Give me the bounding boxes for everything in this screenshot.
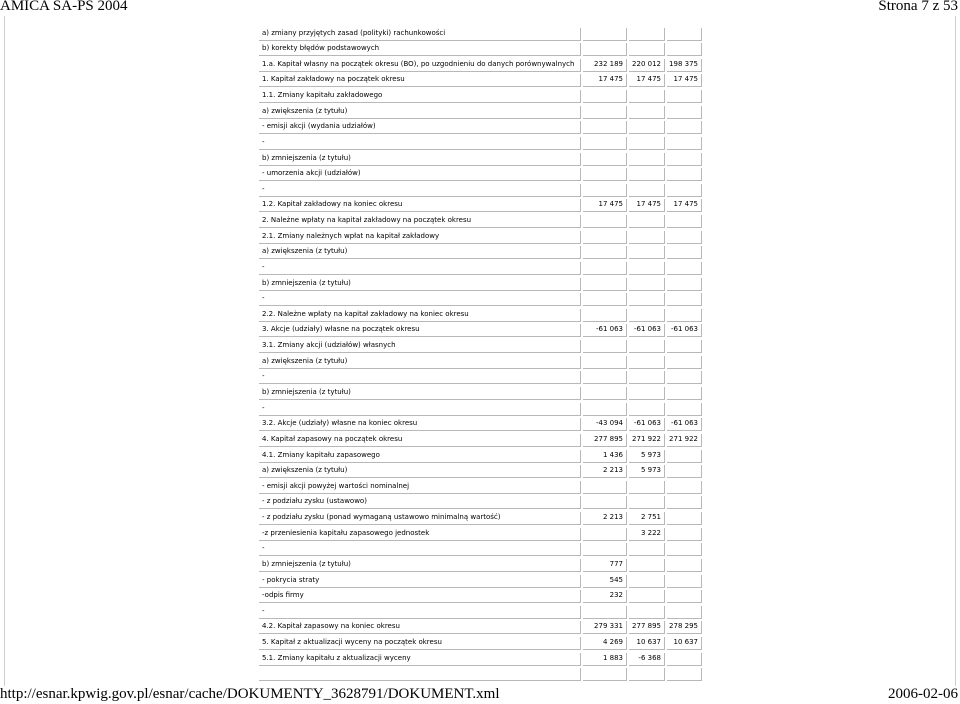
row-label: 3.1. Zmiany akcji (udziałów) własnych [262, 341, 396, 350]
table-row [259, 371, 702, 387]
row-label-cell [259, 653, 581, 666]
value-col-2-cell [629, 121, 665, 134]
table-row [259, 106, 702, 122]
row-label: 3. Akcje (udziały) własne na początek okresu [262, 325, 420, 334]
value-col-1: 2 213 [602, 466, 623, 475]
row-label-cell [259, 496, 581, 509]
value-col-2: 17 475 [636, 200, 661, 209]
value-col-1-cell [583, 199, 627, 212]
value-col-1: 232 [609, 591, 623, 600]
value-col-2-cell [629, 575, 665, 588]
table-row [259, 653, 702, 669]
row-label-cell [259, 184, 581, 197]
table-row [259, 606, 702, 622]
value-col-1-cell [583, 403, 627, 416]
value-col-1-cell [583, 309, 627, 322]
value-col-2-cell [629, 90, 665, 103]
row-label: - [262, 403, 265, 412]
page-number: Strona 7 z 53 [878, 0, 958, 14]
value-col-1-cell [583, 340, 627, 353]
value-col-1-cell [583, 668, 627, 681]
row-label-cell [259, 137, 581, 150]
value-col-1-cell [583, 184, 627, 197]
value-col-3-cell [667, 371, 702, 384]
value-col-1-cell [583, 621, 627, 634]
row-label-cell [259, 231, 581, 244]
value-col-2-cell [629, 340, 665, 353]
table-row [259, 278, 702, 294]
table-row [259, 418, 702, 434]
row-label-cell [259, 637, 581, 650]
row-label: -odpis firmy [262, 591, 304, 600]
value-col-1: 1 436 [602, 450, 623, 459]
page-header-title: AMICA SA-PS 2004 [0, 0, 128, 14]
value-col-1-cell [583, 278, 627, 291]
value-col-1: 2 213 [602, 513, 623, 522]
row-label-cell [259, 403, 581, 416]
value-col-3-cell [667, 481, 702, 494]
row-label: 1. Kapitał zakładowy na początek okresu [262, 75, 405, 84]
footer-url: http://esnar.kpwig.gov.pl/esnar/cache/DOKUMENTY_3628791/DOKUMENT.xml [0, 686, 500, 702]
value-col-2-cell [629, 465, 665, 478]
row-label-cell [259, 481, 581, 494]
value-col-2-cell [629, 309, 665, 322]
value-col-2: 5 973 [640, 466, 661, 475]
value-col-3-cell [667, 465, 702, 478]
table-row [259, 324, 702, 340]
value-col-3-cell [667, 199, 702, 212]
row-label-cell [259, 528, 581, 541]
value-col-3-cell [667, 543, 702, 556]
row-label: a) zwiększenia (z tytułu) [262, 247, 348, 256]
value-col-2-cell [629, 512, 665, 525]
value-col-3-cell [667, 434, 702, 447]
value-col-1-cell [583, 137, 627, 150]
value-col-3-cell [667, 168, 702, 181]
table-row [259, 528, 702, 544]
table-row [259, 387, 702, 403]
table-row [259, 590, 702, 606]
value-col-1-cell [583, 231, 627, 244]
value-col-3-cell [667, 59, 702, 72]
footer-date: 2006-02-06 [888, 686, 958, 702]
value-col-2-cell [629, 356, 665, 369]
value-col-3-cell [667, 637, 702, 650]
value-col-2: 10 637 [636, 638, 661, 647]
row-label: - z podziału zysku (ponad wymaganą ustawowo minimalną wartość) [262, 513, 501, 522]
value-col-2-cell [629, 371, 665, 384]
value-col-1: 279 331 [594, 622, 623, 631]
table-row [259, 90, 702, 106]
value-col-2: 220 012 [632, 59, 661, 68]
value-col-1-cell [583, 465, 627, 478]
value-col-3-cell [667, 246, 702, 259]
value-col-2-cell [629, 668, 665, 681]
value-col-3: 278 295 [669, 622, 698, 631]
value-col-1-cell [583, 387, 627, 400]
row-label: b) zmniejszenia (z tytułu) [262, 153, 351, 162]
row-label-cell [259, 293, 581, 306]
value-col-3: 17 475 [673, 75, 698, 84]
value-col-1-cell [583, 496, 627, 509]
row-label: - emisji akcji powyżej wartości nominalnej [262, 481, 410, 490]
value-col-3: -61 063 [670, 325, 698, 334]
row-label-cell [259, 418, 581, 431]
row-label-cell [259, 90, 581, 103]
table-row [259, 184, 702, 200]
table-row [259, 403, 702, 419]
table-row [259, 450, 702, 466]
value-col-3-cell [667, 403, 702, 416]
row-label: a) zwiększenia (z tytułu) [262, 466, 348, 475]
table-row [259, 121, 702, 137]
value-col-1-cell [583, 637, 627, 650]
table-row [259, 262, 702, 278]
row-label: 5.1. Zmiany kapitału z aktualizacji wyceny [262, 653, 411, 662]
value-col-3-cell [667, 418, 702, 431]
table-row [259, 74, 702, 90]
value-col-3-cell [667, 324, 702, 337]
row-label: a) zwiększenia (z tytułu) [262, 106, 348, 115]
value-col-3-cell [667, 43, 702, 56]
value-col-3-cell [667, 121, 702, 134]
value-col-1-cell [583, 481, 627, 494]
value-col-2-cell [629, 418, 665, 431]
row-label-cell [259, 106, 581, 119]
row-label-cell [259, 434, 581, 447]
table-row [259, 246, 702, 262]
value-col-1-cell [583, 528, 627, 541]
row-label: 1.2. Kapitał zakładowy na koniec okresu [262, 200, 403, 209]
value-col-2-cell [629, 28, 665, 41]
value-col-3-cell [667, 309, 702, 322]
row-label: - z podziału zysku (ustawowo) [262, 497, 367, 506]
value-col-3: 271 922 [669, 434, 698, 443]
table-row [259, 215, 702, 231]
row-label: 4.1. Zmiany kapitału zapasowego [262, 450, 380, 459]
table-row [259, 199, 702, 215]
row-label-cell [259, 309, 581, 322]
value-col-1-cell [583, 153, 627, 166]
value-col-3-cell [667, 184, 702, 197]
value-col-2-cell [629, 606, 665, 619]
row-label: b) korekty błędów podstawowych [262, 44, 380, 53]
value-col-2-cell [629, 543, 665, 556]
value-col-3-cell [667, 496, 702, 509]
value-col-3-cell [667, 137, 702, 150]
value-col-1-cell [583, 324, 627, 337]
table-row [259, 28, 702, 44]
row-label-cell [259, 621, 581, 634]
value-col-1-cell [583, 559, 627, 572]
value-col-3-cell [667, 293, 702, 306]
value-col-1: 17 475 [598, 200, 623, 209]
row-label: - [262, 544, 265, 553]
table-row [259, 668, 702, 684]
value-col-2: 271 922 [632, 434, 661, 443]
value-col-2-cell [629, 106, 665, 119]
value-col-1-cell [583, 262, 627, 275]
row-label-cell [259, 450, 581, 463]
value-col-1: 545 [609, 575, 623, 584]
value-col-2-cell [629, 621, 665, 634]
value-col-1: 4 269 [602, 638, 623, 647]
row-label-cell [259, 28, 581, 41]
value-col-3-cell [667, 575, 702, 588]
value-col-2-cell [629, 168, 665, 181]
value-col-2-cell [629, 496, 665, 509]
value-col-2-cell [629, 559, 665, 572]
value-col-3-cell [667, 668, 702, 681]
row-label-cell [259, 356, 581, 369]
value-col-1: -61 063 [595, 325, 623, 334]
value-col-3: 198 375 [669, 59, 698, 68]
value-col-3-cell [667, 231, 702, 244]
table-row [259, 293, 702, 309]
value-col-1-cell [583, 215, 627, 228]
row-label: - [262, 294, 265, 303]
value-col-3-cell [667, 590, 702, 603]
value-col-2-cell [629, 262, 665, 275]
value-col-3-cell [667, 653, 702, 666]
value-col-1-cell [583, 28, 627, 41]
value-col-1-cell [583, 121, 627, 134]
value-col-2-cell [629, 434, 665, 447]
value-col-3-cell [667, 606, 702, 619]
value-col-1-cell [583, 590, 627, 603]
value-col-1-cell [583, 434, 627, 447]
value-col-1: 277 895 [594, 434, 623, 443]
row-label-cell [259, 465, 581, 478]
value-col-2-cell [629, 43, 665, 56]
value-col-2-cell [629, 387, 665, 400]
value-col-2-cell [629, 450, 665, 463]
value-col-2-cell [629, 528, 665, 541]
value-col-1-cell [583, 512, 627, 525]
value-col-1-cell [583, 356, 627, 369]
row-label: b) zmniejszenia (z tytułu) [262, 387, 351, 396]
value-col-3-cell [667, 356, 702, 369]
value-col-2-cell [629, 653, 665, 666]
value-col-3-cell [667, 450, 702, 463]
value-col-1-cell [583, 293, 627, 306]
row-label-cell [259, 121, 581, 134]
value-col-2-cell [629, 324, 665, 337]
value-col-1-cell [583, 74, 627, 87]
value-col-1: 1 883 [602, 653, 623, 662]
value-col-3-cell [667, 512, 702, 525]
value-col-3: 17 475 [673, 200, 698, 209]
row-label-cell [259, 215, 581, 228]
value-col-2-cell [629, 153, 665, 166]
value-col-2-cell [629, 231, 665, 244]
value-col-1-cell [583, 43, 627, 56]
value-col-2: -6 368 [638, 653, 661, 662]
table-row [259, 637, 702, 653]
value-col-3-cell [667, 387, 702, 400]
value-col-1-cell [583, 418, 627, 431]
table-row [259, 340, 702, 356]
value-col-1: 17 475 [598, 75, 623, 84]
value-col-3: 10 637 [673, 638, 698, 647]
row-label-cell [259, 559, 581, 572]
value-col-3-cell [667, 74, 702, 87]
value-col-2-cell [629, 59, 665, 72]
row-label: a) zmiany przyjętych zasad (polityki) rachunkowości [262, 28, 446, 37]
value-col-2-cell [629, 137, 665, 150]
row-label-cell [259, 153, 581, 166]
value-col-3-cell [667, 106, 702, 119]
value-col-3-cell [667, 215, 702, 228]
row-label: - umorzenia akcji (udziałów) [262, 169, 361, 178]
value-col-2: -61 063 [633, 325, 661, 334]
table-row [259, 481, 702, 497]
table-row [259, 153, 702, 169]
row-label-cell [259, 575, 581, 588]
value-col-1-cell [583, 450, 627, 463]
row-label-cell [259, 543, 581, 556]
table-row [259, 137, 702, 153]
value-col-1: 232 189 [594, 59, 623, 68]
value-col-3-cell [667, 559, 702, 572]
row-label: - pokrycia straty [262, 575, 320, 584]
value-col-3-cell [667, 340, 702, 353]
value-col-1-cell [583, 246, 627, 259]
row-label: 4.2. Kapitał zapasowy na koniec okresu [262, 622, 400, 631]
value-col-3-cell [667, 278, 702, 291]
value-col-1-cell [583, 575, 627, 588]
table-row [259, 43, 702, 59]
value-col-3-cell [667, 528, 702, 541]
row-label: b) zmniejszenia (z tytułu) [262, 559, 351, 568]
row-label-cell [259, 590, 581, 603]
row-label: 2.1. Zmiany należnych wpłat na kapitał zakładowy [262, 231, 440, 240]
row-label-cell [259, 512, 581, 525]
value-col-2-cell [629, 74, 665, 87]
value-col-2-cell [629, 590, 665, 603]
value-col-2-cell [629, 246, 665, 259]
table-row [259, 168, 702, 184]
row-label-cell [259, 606, 581, 619]
row-label-cell [259, 199, 581, 212]
value-col-1-cell [583, 543, 627, 556]
row-label: -z przeniesienia kapitału zapasowego jednostek [262, 528, 430, 537]
table-row [259, 309, 702, 325]
row-label-cell [259, 59, 581, 72]
table-row [259, 434, 702, 450]
value-col-3-cell [667, 621, 702, 634]
table-row [259, 575, 702, 591]
value-col-2: 5 973 [640, 450, 661, 459]
row-label-cell [259, 74, 581, 87]
value-col-2-cell [629, 278, 665, 291]
row-label: b) zmniejszenia (z tytułu) [262, 278, 351, 287]
value-col-1: -43 094 [595, 419, 623, 428]
value-col-1-cell [583, 371, 627, 384]
table-row [259, 356, 702, 372]
value-col-2-cell [629, 215, 665, 228]
row-label: - [262, 137, 265, 146]
row-label-cell [259, 278, 581, 291]
value-col-1: 777 [609, 559, 623, 568]
row-label-cell [259, 668, 581, 681]
row-label: 2. Należne wpłaty na kapitał zakładowy na początek okresu [262, 216, 472, 225]
row-label: 3.2. Akcje (udziały) własne na koniec okresu [262, 419, 418, 428]
value-col-3-cell [667, 90, 702, 103]
value-col-2-cell [629, 403, 665, 416]
value-col-2: 277 895 [632, 622, 661, 631]
value-col-2-cell [629, 481, 665, 494]
value-col-2: 3 222 [640, 528, 661, 537]
row-label: a) zwiększenia (z tytułu) [262, 356, 348, 365]
value-col-1-cell [583, 59, 627, 72]
row-label-cell [259, 262, 581, 275]
row-label: - [262, 606, 265, 615]
row-label-cell [259, 340, 581, 353]
table-row [259, 59, 702, 75]
row-label-cell [259, 324, 581, 337]
row-label: 2.2. Należne wpłaty na kapitał zakładowy na koniec okresu [262, 309, 469, 318]
table-row [259, 496, 702, 512]
row-label: 1.a. Kapitał własny na początek okresu (BO), po uzgodnieniu do danych porównywalnych [262, 59, 575, 68]
value-col-1-cell [583, 106, 627, 119]
value-col-3-cell [667, 28, 702, 41]
row-label-cell [259, 43, 581, 56]
table-row [259, 621, 702, 637]
table-row [259, 512, 702, 528]
value-col-2: 2 751 [640, 513, 661, 522]
row-label: - [262, 372, 265, 381]
value-col-1-cell [583, 653, 627, 666]
row-label-cell [259, 168, 581, 181]
value-col-2-cell [629, 184, 665, 197]
row-label: 1.1. Zmiany kapitału zakładowego [262, 91, 383, 100]
value-col-3-cell [667, 153, 702, 166]
table-row [259, 559, 702, 575]
row-label: - emisji akcji (wydania udziałów) [262, 122, 376, 131]
row-label: 5. Kapitał z aktualizacji wyceny na początek okresu [262, 638, 442, 647]
value-col-1-cell [583, 606, 627, 619]
value-col-2-cell [629, 199, 665, 212]
row-label-cell [259, 387, 581, 400]
value-col-2: 17 475 [636, 75, 661, 84]
value-col-2-cell [629, 637, 665, 650]
value-col-3-cell [667, 262, 702, 275]
row-label-cell [259, 246, 581, 259]
table-row [259, 543, 702, 559]
value-col-1-cell [583, 90, 627, 103]
table-row [259, 465, 702, 481]
table-row [259, 231, 702, 247]
row-label: 4. Kapitał zapasowy na początek okresu [262, 434, 403, 443]
value-col-1-cell [583, 168, 627, 181]
row-label-cell [259, 371, 581, 384]
value-col-2-cell [629, 293, 665, 306]
value-col-2: -61 063 [633, 419, 661, 428]
row-label: - [262, 262, 265, 271]
value-col-3: -61 063 [670, 419, 698, 428]
row-label: - [262, 184, 265, 193]
